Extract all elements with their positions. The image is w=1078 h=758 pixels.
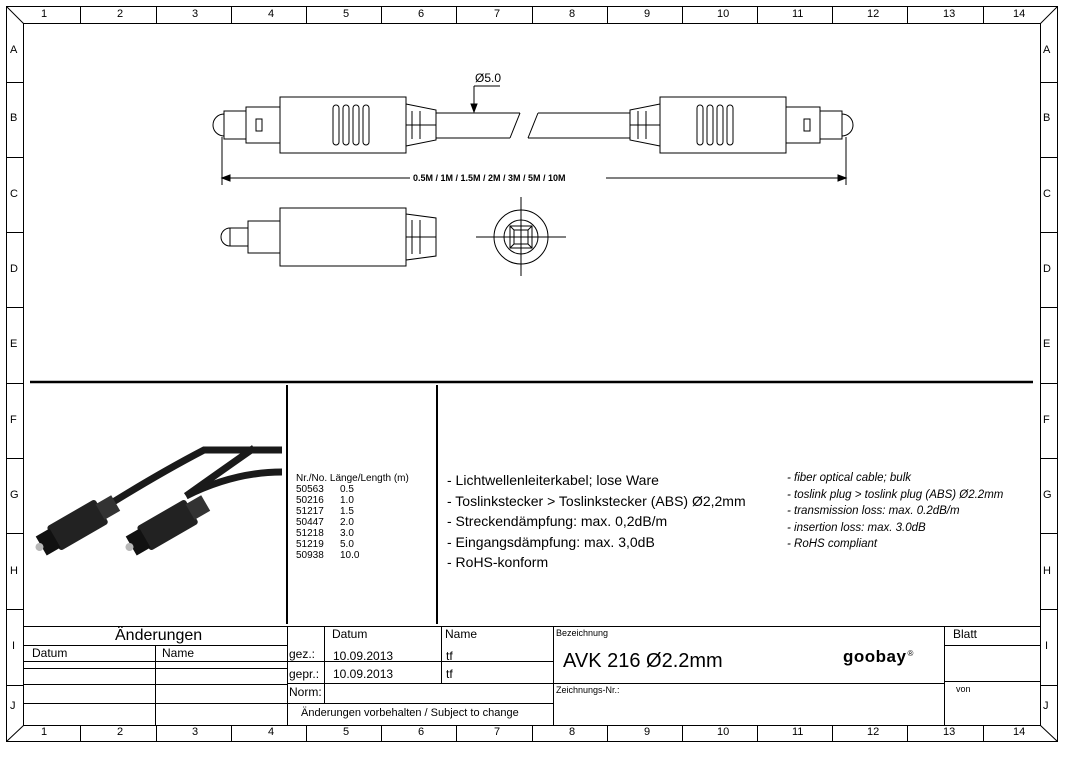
row-label: E [10, 338, 18, 350]
column-label: 9 [644, 726, 651, 738]
column-label: 5 [343, 726, 350, 738]
column-label: 13 [943, 8, 956, 20]
column-label: 11 [792, 8, 804, 20]
column-label: 4 [268, 726, 275, 738]
cable-length: 10.0 [340, 550, 360, 561]
name-header: Name [445, 627, 478, 641]
column-label: 1 [41, 8, 48, 20]
row-label: D [10, 263, 18, 275]
row-label: F [10, 414, 17, 426]
product-title: AVK 216 Ø2.2mm [563, 650, 723, 672]
row-label: C [1043, 188, 1051, 200]
description-line: - Streckendämpfung: max. 0,2dB/m [447, 513, 668, 529]
cable-length: 5.0 [340, 539, 354, 550]
column-label: 9 [644, 8, 651, 20]
row-label: G [1043, 489, 1052, 501]
column-label: 2 [117, 726, 124, 738]
gez-date: 10.09.2013 [333, 649, 394, 663]
column-label: 1 [41, 726, 48, 738]
row-label: H [1043, 565, 1051, 577]
cable-length: 2.0 [340, 517, 354, 528]
lengths-table-header: Nr./No. Länge/Length (m) [296, 473, 409, 484]
column-label: 10 [717, 8, 730, 20]
row-label: I [12, 640, 16, 652]
column-label: 8 [569, 8, 576, 20]
zeichnungs-label: Zeichnungs-Nr.: [556, 685, 620, 695]
norm-label: Norm: [289, 685, 322, 699]
changes-title: Änderungen [115, 627, 203, 644]
von-label: von [956, 684, 971, 694]
column-label: 14 [1013, 726, 1026, 738]
article-number: 50447 [296, 517, 324, 528]
datum-header: Datum [332, 627, 368, 641]
changes-datum-column: Datum [32, 646, 68, 660]
cable-length: 0.5 [340, 484, 354, 495]
diameter-label: Ø5.0 [475, 71, 502, 85]
cable-length: 3.0 [340, 528, 354, 539]
gepr-label: gepr.: [289, 667, 320, 681]
row-label: D [1043, 263, 1051, 275]
row-label: G [10, 489, 19, 501]
description-line: - RoHS compliant [787, 538, 878, 550]
article-number: 51218 [296, 528, 324, 539]
gepr-date: 10.09.2013 [333, 667, 394, 681]
column-label: 8 [569, 726, 576, 738]
column-label: 12 [867, 726, 880, 738]
description-line: - insertion loss: max. 3.0dB [787, 521, 926, 534]
row-label: B [1043, 112, 1051, 124]
column-label: 10 [717, 726, 730, 738]
column-label: 11 [792, 726, 804, 738]
article-number: 51217 [296, 506, 324, 517]
row-label: B [10, 112, 18, 124]
column-label: 7 [494, 8, 501, 20]
row-label: J [1043, 700, 1049, 712]
description-line: - Eingangsdämpfung: max. 3,0dB [447, 533, 655, 550]
cable-length: 1.0 [340, 495, 354, 506]
row-label: C [10, 188, 18, 200]
goobay-logo [843, 646, 913, 668]
description-line: - fiber optical cable; bulk [787, 472, 912, 484]
gez-name: tf [446, 649, 453, 663]
description-line: - Lichtwellenleiterkabel; lose Ware [447, 472, 659, 488]
changes-name-column: Name [162, 646, 195, 660]
bezeichnung-label: Bezeichnung [556, 628, 609, 638]
article-number: 50563 [296, 484, 324, 495]
gepr-name: tf [446, 667, 453, 681]
column-label: 14 [1013, 8, 1026, 20]
description-line: - transmission loss: max. 0.2dB/m [787, 505, 960, 517]
length-dimension-label: 0.5M / 1M / 1.5M / 2M / 3M / 5M / 10M [413, 173, 566, 183]
column-label: 4 [268, 8, 275, 20]
article-number: 50938 [296, 550, 324, 561]
column-label: 5 [343, 8, 350, 20]
row-label: H [10, 565, 18, 577]
logo-registered-mark: ® [907, 648, 914, 658]
row-label: J [10, 700, 16, 712]
row-label: A [10, 44, 18, 56]
article-number: 51219 [296, 539, 324, 550]
column-label: 2 [117, 8, 124, 20]
column-label: 3 [192, 726, 199, 738]
article-number: 50216 [296, 495, 324, 506]
column-label: 12 [867, 8, 880, 20]
row-label: I [1045, 640, 1049, 652]
description-line: - toslink plug > toslink plug (ABS) Ø2.2mm [787, 488, 1004, 501]
logo-wordmark: goobay [843, 647, 907, 666]
row-label: A [1043, 44, 1051, 56]
column-label: 7 [494, 726, 501, 738]
description-line: - RoHS-konform [447, 554, 549, 570]
column-label: 6 [418, 726, 425, 738]
description-line: - Toslinkstecker > Toslinkstecker (ABS) Ø2,2mm [447, 492, 746, 509]
gez-label: gez.: [289, 647, 316, 661]
row-label: E [1043, 338, 1051, 350]
cable-length: 1.5 [340, 506, 354, 517]
subject-to-change-note: Änderungen vorbehalten / Subject to change [301, 707, 519, 719]
blatt-label: Blatt [953, 627, 978, 641]
column-label: 6 [418, 8, 425, 20]
column-label: 13 [943, 726, 956, 738]
row-label: F [1043, 414, 1050, 426]
column-label: 3 [192, 8, 199, 20]
